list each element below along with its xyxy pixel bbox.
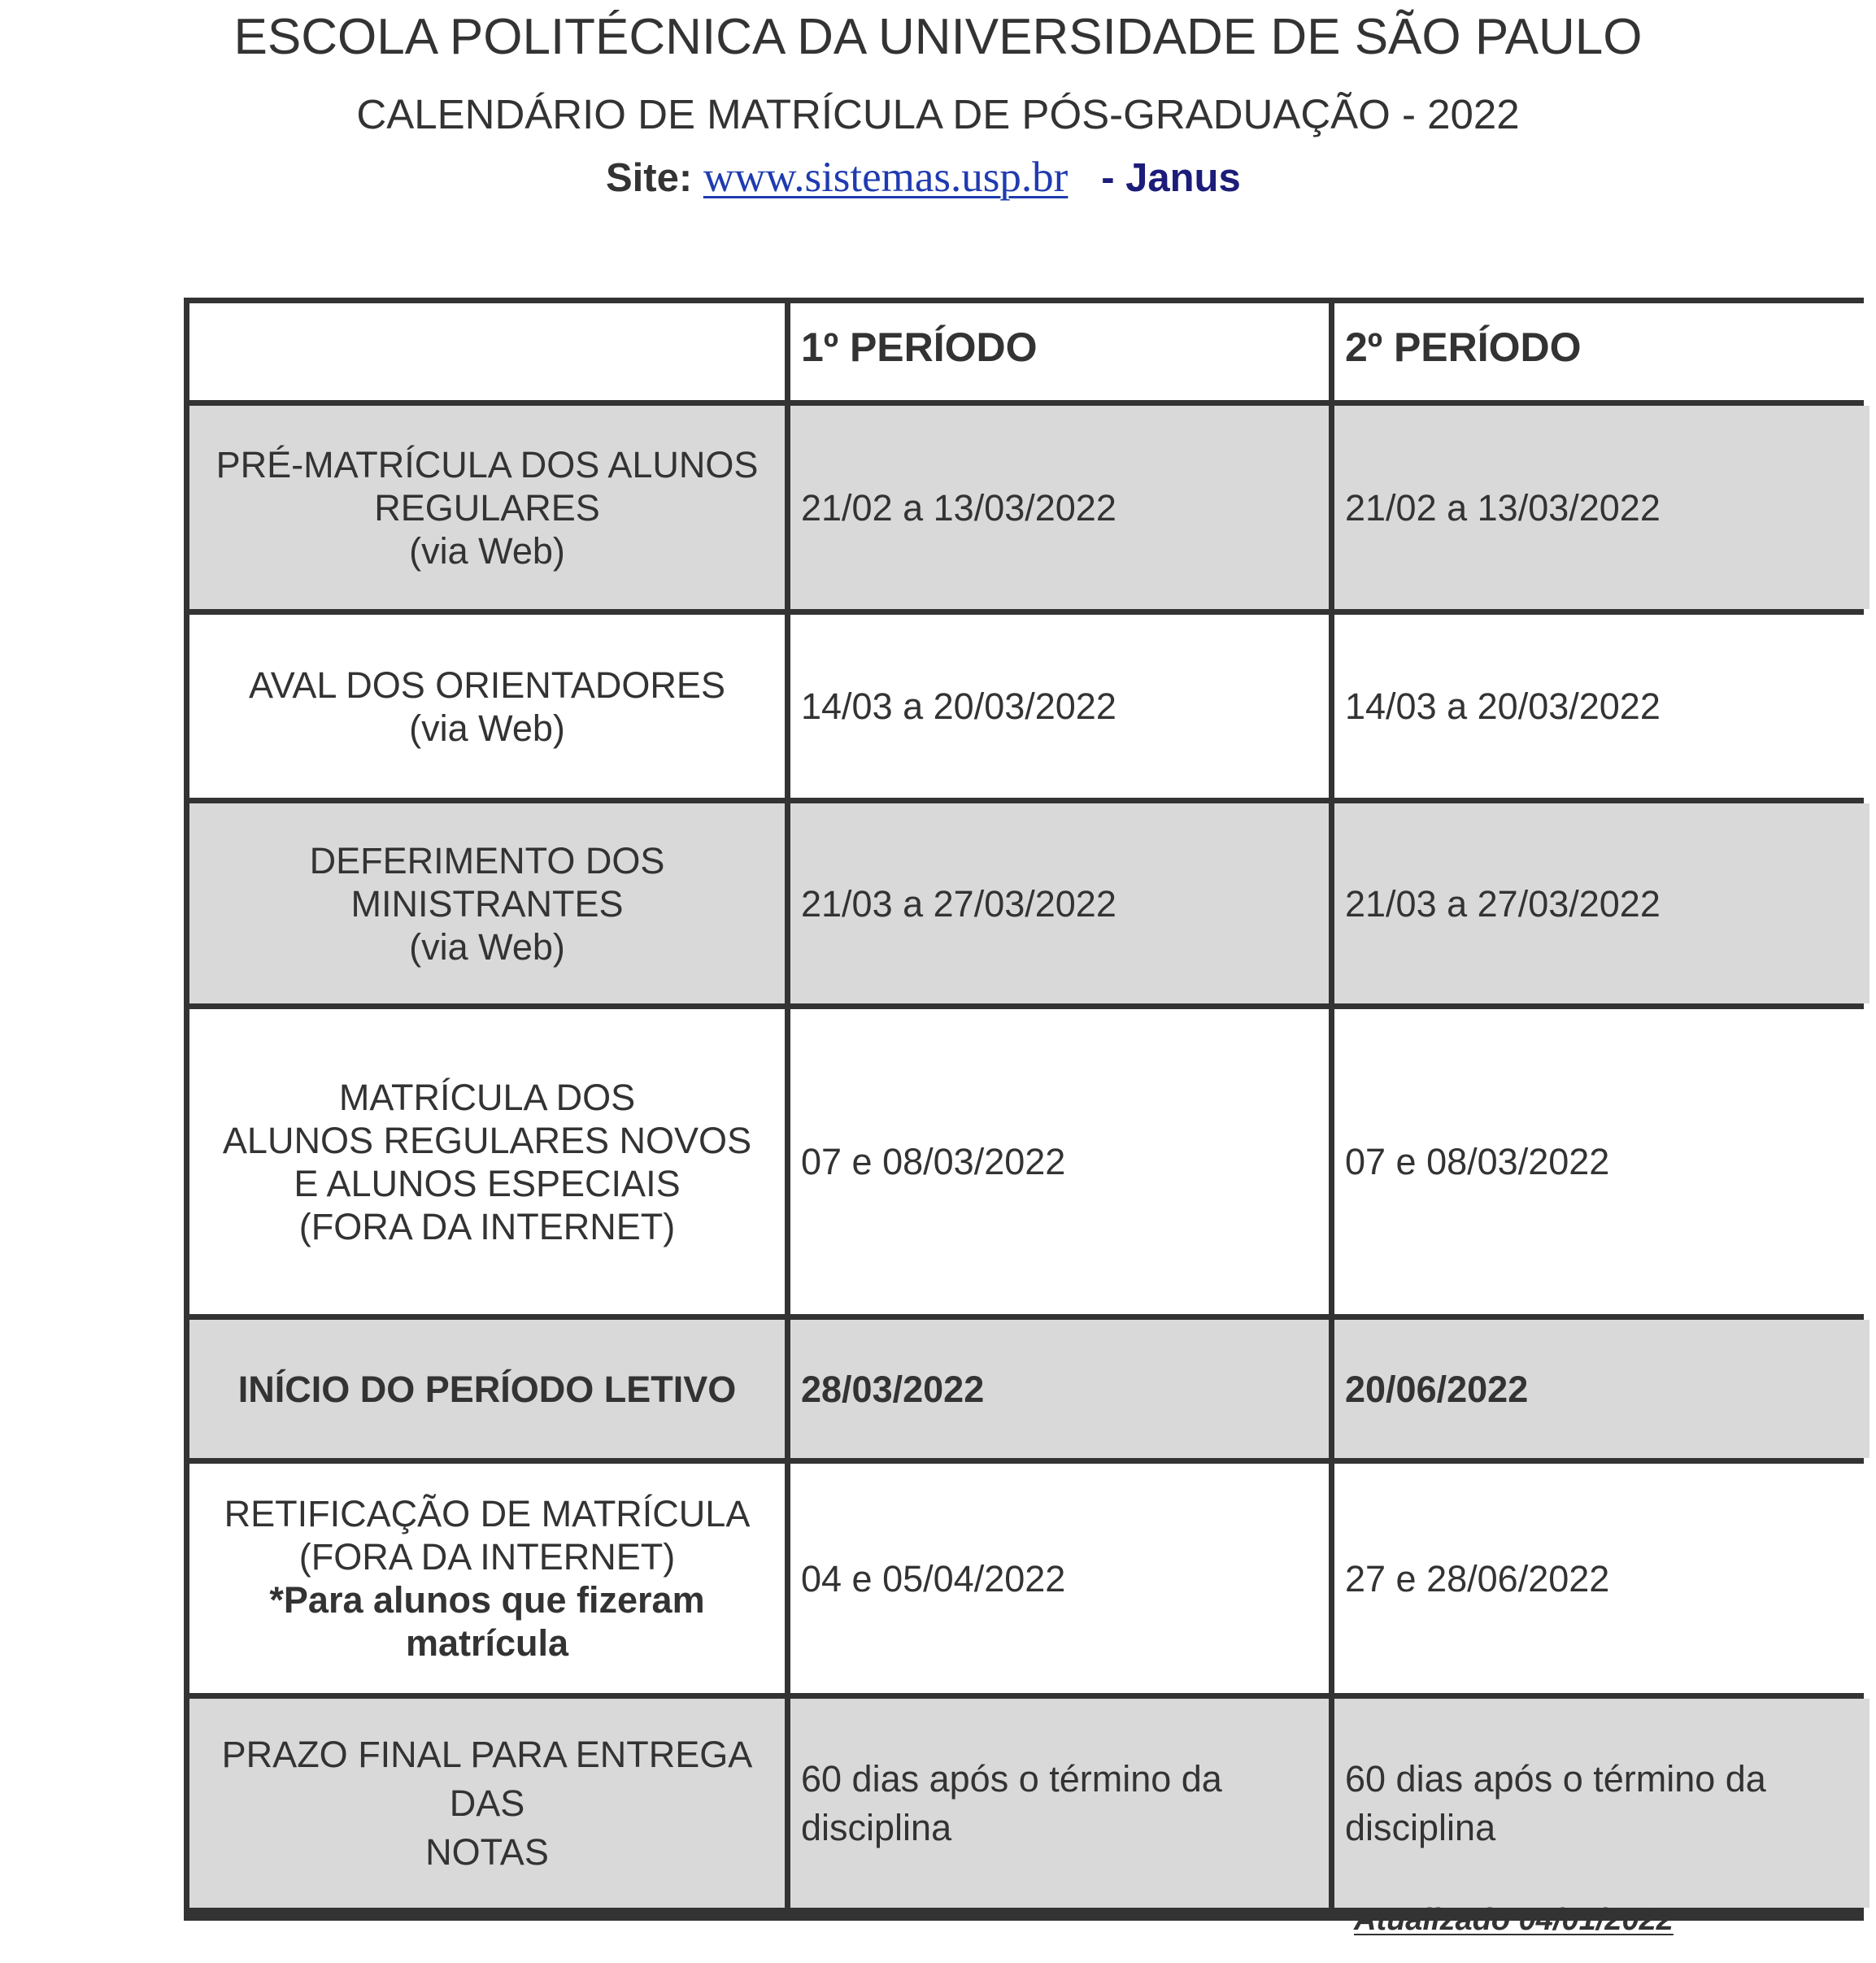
row-label-line: DEFERIMENTO DOS MINISTRANTES — [309, 839, 665, 925]
row-inicio-periodo-period-1: 28/03/2022 — [790, 1320, 1329, 1458]
row-label-line: MATRÍCULA DOS — [338, 1076, 636, 1118]
row-label-line: (via Web) — [409, 529, 565, 572]
site-link[interactable]: www.sistemas.usp.br — [703, 154, 1069, 201]
cell-line: 60 dias após o término da — [1345, 1757, 1766, 1800]
row-deferimento-period-2: 21/03 a 27/03/2022 — [1334, 803, 1869, 1003]
row-label-line: PRAZO FINAL PARA ENTREGA DAS — [221, 1733, 753, 1824]
row-label-line: RETIFICAÇÃO DE MATRÍCULA — [224, 1493, 751, 1534]
row-label-aval-orientadores — [189, 615, 785, 798]
row-label-line: ALUNOS REGULARES NOVOS — [222, 1119, 752, 1161]
row-label-line: (via Web) — [409, 925, 565, 968]
enrollment-calendar-table — [184, 298, 1864, 1921]
row-retificacao-period-2: 27 e 28/06/2022 — [1334, 1464, 1869, 1693]
table-header-period-2: 2º PERÍODO — [1334, 303, 1869, 400]
row-label-line: REGULARES — [374, 486, 600, 529]
row-matricula-novos-period-1: 07 e 08/03/2022 — [790, 1009, 1329, 1314]
row-label-line: (FORA DA INTERNET) — [298, 1205, 676, 1247]
table-header-empty — [189, 303, 785, 400]
row-label-line: NOTAS — [425, 1830, 549, 1873]
row-prazo-notas-period-2 — [1334, 1699, 1869, 1908]
row-label-retificacao — [189, 1464, 785, 1693]
row-note-line: *Para alunos que fizeram — [269, 1579, 705, 1621]
row-label-line: PRÉ-MATRÍCULA DOS ALUNOS — [215, 443, 759, 485]
row-pre-matricula-period-1: 21/02 a 13/03/2022 — [790, 406, 1329, 609]
row-prazo-notas-period-1 — [790, 1699, 1329, 1908]
page-title: ESCOLA POLITÉCNICA DA UNIVERSIDADE DE SÃO PAULO — [233, 9, 1643, 65]
cell-line: disciplina — [801, 1806, 952, 1848]
cell-line: disciplina — [1345, 1806, 1496, 1848]
page-subtitle: CALENDÁRIO DE MATRÍCULA DE PÓS-GRADUAÇÃO - 2022 — [356, 91, 1520, 137]
row-retificacao-period-1: 04 e 05/04/2022 — [790, 1464, 1329, 1693]
row-aval-orientadores-period-1: 14/03 a 20/03/2022 — [790, 615, 1329, 798]
cell-line: 60 dias após o término da — [801, 1757, 1222, 1800]
row-note-line: matrícula — [405, 1622, 569, 1664]
row-label-line: AVAL DOS ORIENTADORES — [249, 664, 725, 706]
row-label-line: E ALUNOS ESPECIAIS — [294, 1162, 681, 1204]
row-label-matricula-novos — [189, 1009, 785, 1314]
row-label-pre-matricula — [189, 406, 785, 609]
row-label-line: (via Web) — [409, 707, 565, 749]
updated-date: Atualizado 04/01/2022 — [1354, 1903, 1674, 1937]
site-system-name: - Janus — [1101, 156, 1241, 200]
site-line — [606, 150, 1241, 205]
table-header-period-1: 1º PERÍODO — [790, 303, 1329, 400]
row-label-prazo-notas — [189, 1699, 785, 1908]
row-matricula-novos-period-2: 07 e 08/03/2022 — [1334, 1009, 1869, 1314]
row-label-inicio-periodo — [189, 1320, 785, 1458]
row-pre-matricula-period-2: 21/02 a 13/03/2022 — [1334, 406, 1869, 609]
site-label: Site: — [606, 156, 693, 200]
row-label-line: INÍCIO DO PERÍODO LETIVO — [237, 1368, 737, 1410]
row-label-deferimento — [189, 803, 785, 1003]
row-aval-orientadores-period-2: 14/03 a 20/03/2022 — [1334, 615, 1869, 798]
row-deferimento-period-1: 21/03 a 27/03/2022 — [790, 803, 1329, 1003]
row-label-line: (FORA DA INTERNET) — [298, 1536, 676, 1578]
row-inicio-periodo-period-2: 20/06/2022 — [1334, 1320, 1869, 1458]
